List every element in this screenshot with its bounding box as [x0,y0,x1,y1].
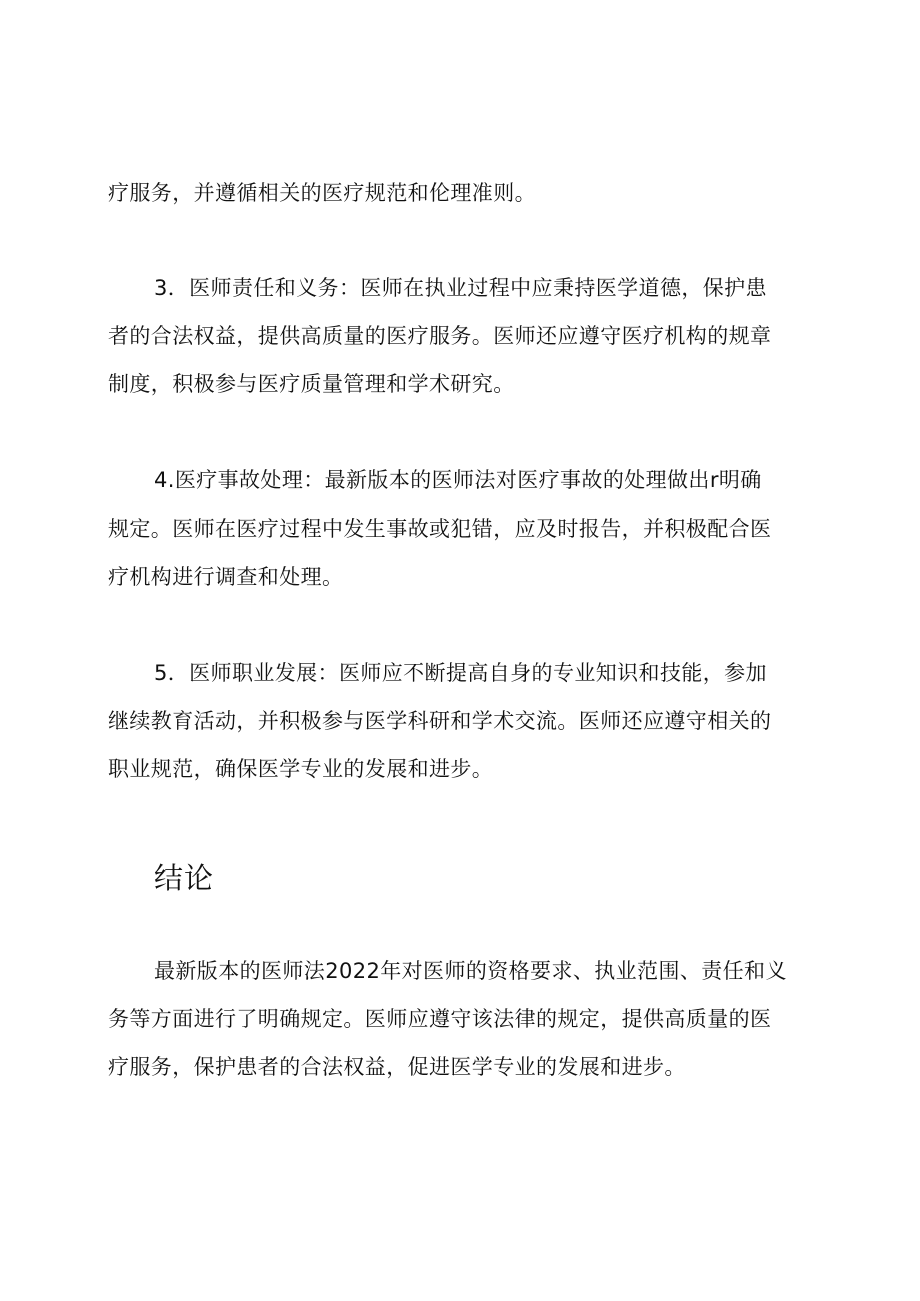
conclusion-line-3: 疗服务，保护患者的合法权益，促进医学专业的发展和进步。 [108,1055,686,1079]
item-3-line-1: 3．医师责任和义务：医师在执业过程中应秉持医学道德，保护患 [154,276,767,300]
conclusion-line-2: 务等方面进行了明确规定。医师应遵守该法律的规定，提供高质量的医 [108,1007,772,1031]
paragraph-continuation-line: 疗服务，并遵循相关的医疗规范和伦理准则。 [108,181,536,205]
conclusion-line-1: 最新版本的医师法2022年对医师的资格要求、执业范围、责任和义 [154,959,787,983]
item-4-line-2: 规定。医师在医疗过程中发生事故或犯错，应及时报告，并积极配合医 [108,517,772,541]
item-5-line-1: 5．医师职业发展：医师应不断提高自身的专业知识和技能，参加 [154,661,767,685]
item-3-line-3: 制度，积极参与医疗质量管理和学术研究。 [108,372,515,396]
item-5-line-2: 继续教育活动，并积极参与医学科研和学术交流。医师还应遵守相关的 [108,709,772,733]
item-4-line-1: 4.医疗事故处理：最新版本的医师法对医疗事故的处理做出r明确 [154,468,762,492]
conclusion-heading: 结论 [154,861,215,895]
item-5-line-3: 职业规范，确保医学专业的发展和进步。 [108,757,494,781]
item-4-line-3: 疗机构进行调查和处理。 [108,565,344,589]
item-3-line-2: 者的合法权益，提供高质量的医疗服务。医师还应遵守医疗机构的规章 [108,324,772,348]
